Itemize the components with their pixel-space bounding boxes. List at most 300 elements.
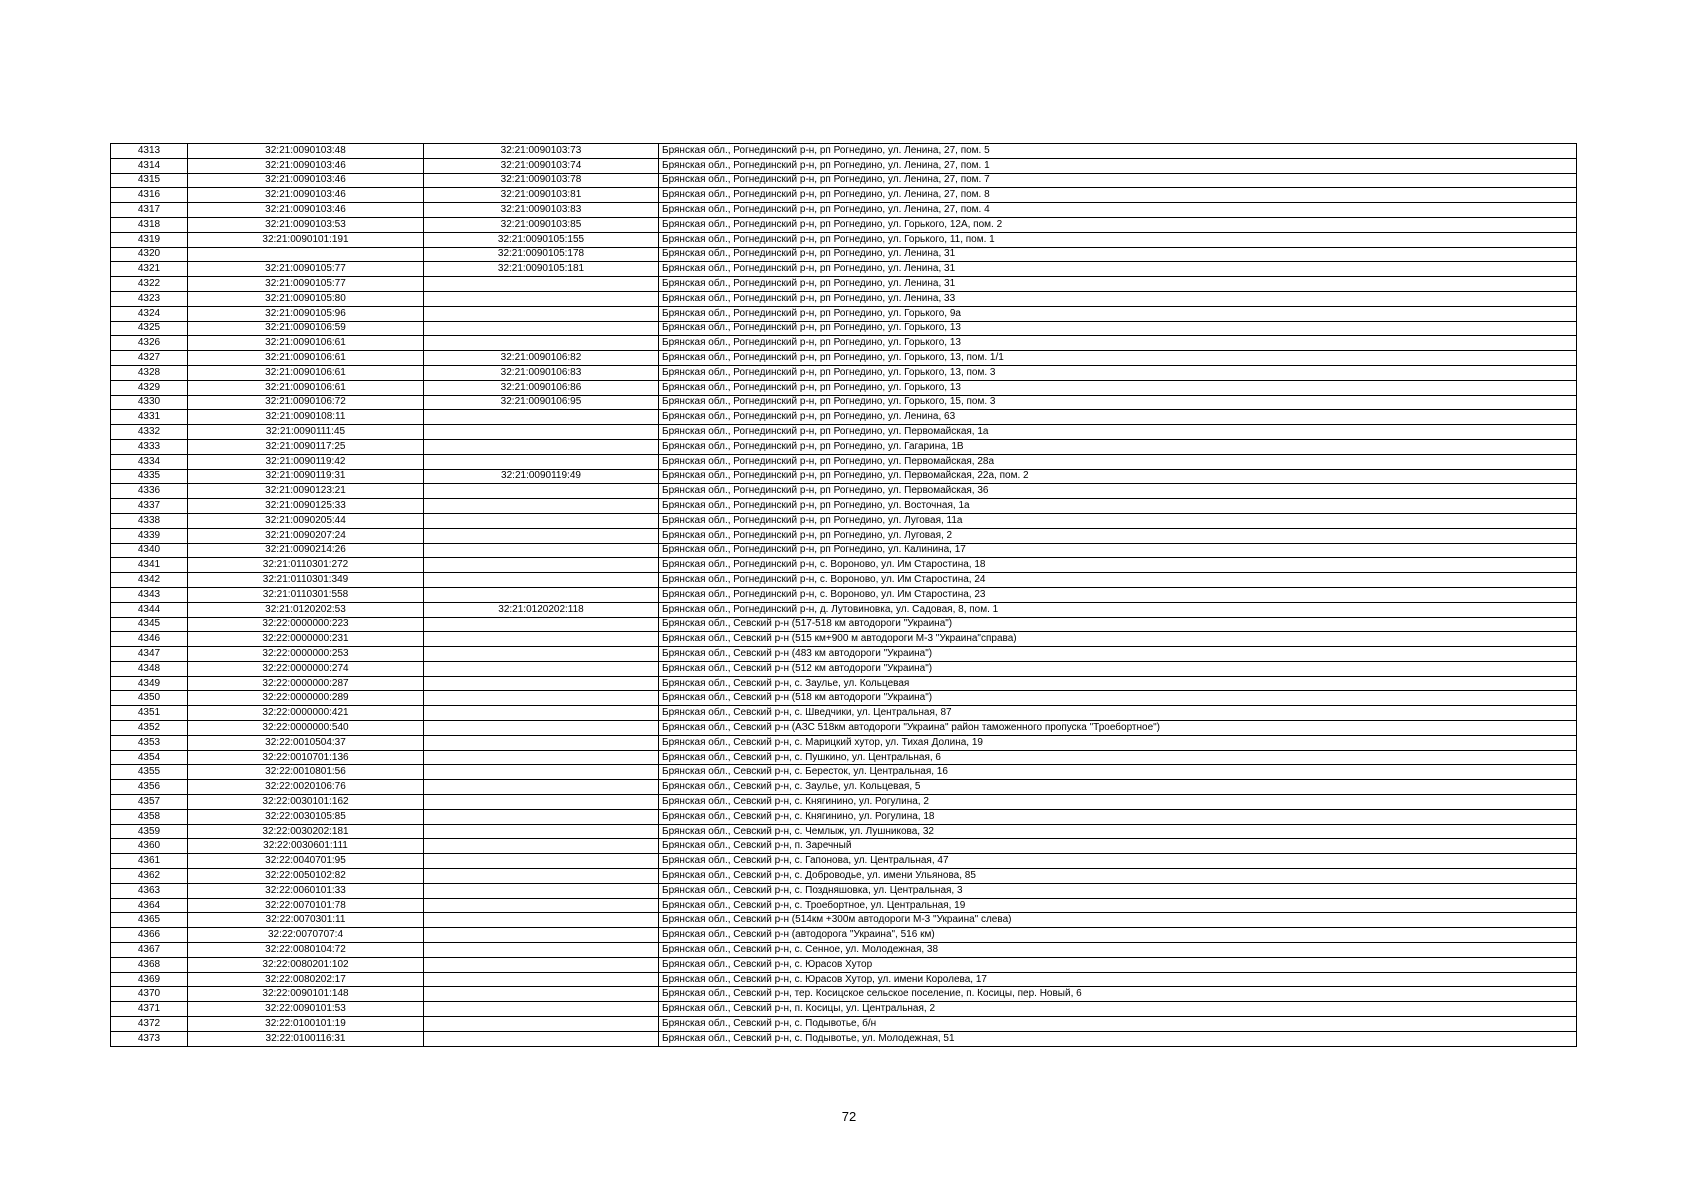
cadastral-number-cell: 32:22:0020106:76 bbox=[188, 780, 424, 795]
row-number-cell: 4340 bbox=[111, 543, 188, 558]
cadastral-number-cell: 32:22:0030101:162 bbox=[188, 795, 424, 810]
cadastral-number-cell: 32:22:0000000:289 bbox=[188, 691, 424, 706]
address-cell: Брянская обл., Севский р-н, с. Доброводье, ул. имени Ульянова, 85 bbox=[659, 869, 1577, 884]
related-cadastral-number-cell bbox=[424, 632, 659, 647]
table-row bbox=[111, 735, 1577, 750]
related-cadastral-number-cell bbox=[424, 706, 659, 721]
related-cadastral-number-cell bbox=[424, 484, 659, 499]
related-cadastral-number-cell bbox=[424, 928, 659, 943]
address-cell: Брянская обл., Рогнединский р-н, с. Вороново, ул. Им Старостина, 24 bbox=[659, 573, 1577, 588]
address-cell: Брянская обл., Севский р-н, с. Княгинино, ул. Рогулина, 18 bbox=[659, 809, 1577, 824]
cadastral-number-cell: 32:22:0000000:231 bbox=[188, 632, 424, 647]
table-row bbox=[111, 824, 1577, 839]
related-cadastral-number-cell bbox=[424, 528, 659, 543]
related-cadastral-number-cell bbox=[424, 795, 659, 810]
address-cell: Брянская обл., Севский р-н (517-518 км автодороги "Украина") bbox=[659, 617, 1577, 632]
related-cadastral-number-cell bbox=[424, 883, 659, 898]
cadastral-number-cell: 32:21:0090105:77 bbox=[188, 277, 424, 292]
address-cell: Брянская обл., Рогнединский р-н, рп Рогнедино, ул. Луговая, 11а bbox=[659, 513, 1577, 528]
related-cadastral-number-cell bbox=[424, 750, 659, 765]
cadastral-number-cell: 32:22:0010801:56 bbox=[188, 765, 424, 780]
row-number-cell: 4318 bbox=[111, 217, 188, 232]
row-number-cell: 4344 bbox=[111, 602, 188, 617]
address-cell: Брянская обл., Рогнединский р-н, рп Рогнедино, ул. Горького, 13 bbox=[659, 336, 1577, 351]
related-cadastral-number-cell: 32:21:0090103:73 bbox=[424, 144, 659, 159]
table-row bbox=[111, 676, 1577, 691]
related-cadastral-number-cell bbox=[424, 425, 659, 440]
related-cadastral-number-cell bbox=[424, 676, 659, 691]
address-cell: Брянская обл., Рогнединский р-н, рп Рогнедино, ул. Горького, 12А, пом. 2 bbox=[659, 217, 1577, 232]
table-row bbox=[111, 336, 1577, 351]
cadastral-number-cell: 32:21:0120202:53 bbox=[188, 602, 424, 617]
table-row bbox=[111, 602, 1577, 617]
address-cell: Брянская обл., Рогнединский р-н, рп Рогнедино, ул. Первомайская, 28а bbox=[659, 454, 1577, 469]
cadastral-number-cell: 32:21:0090205:44 bbox=[188, 513, 424, 528]
table-row bbox=[111, 351, 1577, 366]
address-cell: Брянская обл., Рогнединский р-н, рп Рогнедино, ул. Ленина, 33 bbox=[659, 291, 1577, 306]
table-row bbox=[111, 410, 1577, 425]
table-row bbox=[111, 780, 1577, 795]
table-row bbox=[111, 661, 1577, 676]
records-table-body bbox=[111, 144, 1577, 1047]
row-number-cell: 4319 bbox=[111, 232, 188, 247]
table-row bbox=[111, 913, 1577, 928]
address-cell: Брянская обл., Рогнединский р-н, рп Рогнедино, ул. Луговая, 2 bbox=[659, 528, 1577, 543]
cadastral-number-cell: 32:22:0060101:33 bbox=[188, 883, 424, 898]
address-cell: Брянская обл., Рогнединский р-н, рп Рогнедино, ул. Горького, 11, пом. 1 bbox=[659, 232, 1577, 247]
row-number-cell: 4339 bbox=[111, 528, 188, 543]
table-row bbox=[111, 380, 1577, 395]
row-number-cell: 4364 bbox=[111, 898, 188, 913]
address-cell: Брянская обл., Севский р-н, с. Заулье, ул. Кольцевая, 5 bbox=[659, 780, 1577, 795]
address-cell: Брянская обл., Рогнединский р-н, рп Рогнедино, ул. Первомайская, 1а bbox=[659, 425, 1577, 440]
address-cell: Брянская обл., Рогнединский р-н, рп Рогнедино, ул. Ленина, 27, пом. 4 bbox=[659, 203, 1577, 218]
row-number-cell: 4356 bbox=[111, 780, 188, 795]
row-number-cell: 4362 bbox=[111, 869, 188, 884]
row-number-cell: 4373 bbox=[111, 1031, 188, 1046]
table-row bbox=[111, 691, 1577, 706]
table-row bbox=[111, 173, 1577, 188]
address-cell: Брянская обл., Рогнединский р-н, рп Рогнедино, ул. Гагарина, 1В bbox=[659, 439, 1577, 454]
row-number-cell: 4346 bbox=[111, 632, 188, 647]
related-cadastral-number-cell bbox=[424, 336, 659, 351]
related-cadastral-number-cell bbox=[424, 735, 659, 750]
cadastral-number-cell: 32:21:0090117:25 bbox=[188, 439, 424, 454]
table-row bbox=[111, 928, 1577, 943]
cadastral-number-cell: 32:21:0090123:21 bbox=[188, 484, 424, 499]
related-cadastral-number-cell bbox=[424, 499, 659, 514]
related-cadastral-number-cell: 32:21:0090103:78 bbox=[424, 173, 659, 188]
related-cadastral-number-cell bbox=[424, 543, 659, 558]
related-cadastral-number-cell bbox=[424, 647, 659, 662]
cadastral-number-cell: 32:21:0090106:61 bbox=[188, 336, 424, 351]
address-cell: Брянская обл., Севский р-н, с. Пушкино, ул. Центральная, 6 bbox=[659, 750, 1577, 765]
related-cadastral-number-cell: 32:21:0090106:82 bbox=[424, 351, 659, 366]
table-row bbox=[111, 306, 1577, 321]
table-row bbox=[111, 957, 1577, 972]
table-row bbox=[111, 587, 1577, 602]
related-cadastral-number-cell bbox=[424, 972, 659, 987]
table-row bbox=[111, 869, 1577, 884]
table-row bbox=[111, 632, 1577, 647]
row-number-cell: 4358 bbox=[111, 809, 188, 824]
cadastral-number-cell: 32:22:0000000:274 bbox=[188, 661, 424, 676]
address-cell: Брянская обл., Рогнединский р-н, рп Рогнедино, ул. Ленина, 27, пом. 7 bbox=[659, 173, 1577, 188]
table-row bbox=[111, 647, 1577, 662]
cadastral-number-cell: 32:21:0090106:61 bbox=[188, 380, 424, 395]
cadastral-number-cell: 32:21:0090103:46 bbox=[188, 203, 424, 218]
row-number-cell: 4326 bbox=[111, 336, 188, 351]
row-number-cell: 4355 bbox=[111, 765, 188, 780]
table-row bbox=[111, 765, 1577, 780]
address-cell: Брянская обл., Севский р-н, с. Сенное, ул. Молодежная, 38 bbox=[659, 943, 1577, 958]
table-row bbox=[111, 499, 1577, 514]
address-cell: Брянская обл., Рогнединский р-н, рп Рогнедино, ул. Первомайская, 22а, пом. 2 bbox=[659, 469, 1577, 484]
cadastral-number-cell: 32:21:0090103:46 bbox=[188, 158, 424, 173]
related-cadastral-number-cell bbox=[424, 558, 659, 573]
address-cell: Брянская обл., Севский р-н, с. Троебортное, ул. Центральная, 19 bbox=[659, 898, 1577, 913]
table-row bbox=[111, 469, 1577, 484]
table-row bbox=[111, 247, 1577, 262]
address-cell: Брянская обл., Севский р-н (512 км автодороги "Украина") bbox=[659, 661, 1577, 676]
table-row bbox=[111, 898, 1577, 913]
related-cadastral-number-cell bbox=[424, 1017, 659, 1032]
cadastral-number-cell: 32:21:0090125:33 bbox=[188, 499, 424, 514]
row-number-cell: 4333 bbox=[111, 439, 188, 454]
row-number-cell: 4365 bbox=[111, 913, 188, 928]
related-cadastral-number-cell bbox=[424, 291, 659, 306]
related-cadastral-number-cell bbox=[424, 913, 659, 928]
cadastral-number-cell: 32:22:0030105:85 bbox=[188, 809, 424, 824]
related-cadastral-number-cell: 32:21:0120202:118 bbox=[424, 602, 659, 617]
table-row bbox=[111, 454, 1577, 469]
table-row bbox=[111, 706, 1577, 721]
related-cadastral-number-cell bbox=[424, 587, 659, 602]
related-cadastral-number-cell: 32:21:0090106:86 bbox=[424, 380, 659, 395]
address-cell: Брянская обл., Севский р-н, с. Бересток, ул. Центральная, 16 bbox=[659, 765, 1577, 780]
table-row bbox=[111, 573, 1577, 588]
related-cadastral-number-cell bbox=[424, 1002, 659, 1017]
cadastral-number-cell: 32:21:0090119:42 bbox=[188, 454, 424, 469]
table-row bbox=[111, 425, 1577, 440]
row-number-cell: 4338 bbox=[111, 513, 188, 528]
row-number-cell: 4370 bbox=[111, 987, 188, 1002]
cadastral-number-cell: 32:21:0090106:61 bbox=[188, 365, 424, 380]
cadastral-number-cell: 32:21:0090108:11 bbox=[188, 410, 424, 425]
related-cadastral-number-cell bbox=[424, 410, 659, 425]
table-row bbox=[111, 839, 1577, 854]
table-row bbox=[111, 217, 1577, 232]
row-number-cell: 4342 bbox=[111, 573, 188, 588]
table-row bbox=[111, 232, 1577, 247]
table-row bbox=[111, 972, 1577, 987]
cadastral-number-cell bbox=[188, 247, 424, 262]
address-cell: Брянская обл., Рогнединский р-н, рп Рогнедино, ул. Горького, 13, пом. 1/1 bbox=[659, 351, 1577, 366]
table-row bbox=[111, 721, 1577, 736]
row-number-cell: 4368 bbox=[111, 957, 188, 972]
cadastral-number-cell: 32:21:0090214:26 bbox=[188, 543, 424, 558]
cadastral-number-cell: 32:22:0080202:17 bbox=[188, 972, 424, 987]
cadastral-number-cell: 32:22:0000000:540 bbox=[188, 721, 424, 736]
row-number-cell: 4350 bbox=[111, 691, 188, 706]
cadastral-number-cell: 32:22:0030601:111 bbox=[188, 839, 424, 854]
cadastral-number-cell: 32:21:0090106:72 bbox=[188, 395, 424, 410]
address-cell: Брянская обл., Севский р-н, с. Княгинино, ул. Рогулина, 2 bbox=[659, 795, 1577, 810]
row-number-cell: 4317 bbox=[111, 203, 188, 218]
table-row bbox=[111, 144, 1577, 159]
related-cadastral-number-cell bbox=[424, 573, 659, 588]
row-number-cell: 4328 bbox=[111, 365, 188, 380]
address-cell: Брянская обл., Севский р-н (автодорога "Украина", 516 км) bbox=[659, 928, 1577, 943]
cadastral-number-cell: 32:22:0070101:78 bbox=[188, 898, 424, 913]
cadastral-number-cell: 32:21:0090106:61 bbox=[188, 351, 424, 366]
row-number-cell: 4337 bbox=[111, 499, 188, 514]
cadastral-number-cell: 32:21:0090106:59 bbox=[188, 321, 424, 336]
address-cell: Брянская обл., Севский р-н, с. Поздняшовка, ул. Центральная, 3 bbox=[659, 883, 1577, 898]
page-number: 72 bbox=[841, 1109, 857, 1124]
cadastral-number-cell: 32:22:0040701:95 bbox=[188, 854, 424, 869]
row-number-cell: 4372 bbox=[111, 1017, 188, 1032]
cadastral-number-cell: 32:22:0090101:53 bbox=[188, 1002, 424, 1017]
table-row bbox=[111, 809, 1577, 824]
table-row bbox=[111, 854, 1577, 869]
address-cell: Брянская обл., Севский р-н, с. Чемлыж, ул. Лушникова, 32 bbox=[659, 824, 1577, 839]
row-number-cell: 4329 bbox=[111, 380, 188, 395]
cadastral-number-cell: 32:21:0110301:272 bbox=[188, 558, 424, 573]
address-cell: Брянская обл., Севский р-н (514км +300м автодороги М-3 "Украина" слева) bbox=[659, 913, 1577, 928]
table-row bbox=[111, 484, 1577, 499]
row-number-cell: 4341 bbox=[111, 558, 188, 573]
table-row bbox=[111, 188, 1577, 203]
table-row bbox=[111, 987, 1577, 1002]
cadastral-number-cell: 32:22:0000000:253 bbox=[188, 647, 424, 662]
row-number-cell: 4315 bbox=[111, 173, 188, 188]
related-cadastral-number-cell bbox=[424, 439, 659, 454]
cadastral-number-cell: 32:21:0110301:349 bbox=[188, 573, 424, 588]
table-row bbox=[111, 291, 1577, 306]
row-number-cell: 4336 bbox=[111, 484, 188, 499]
row-number-cell: 4323 bbox=[111, 291, 188, 306]
cadastral-number-cell: 32:21:0090101:191 bbox=[188, 232, 424, 247]
address-cell: Брянская обл., Рогнединский р-н, рп Рогнедино, ул. Горького, 13, пом. 3 bbox=[659, 365, 1577, 380]
address-cell: Брянская обл., Рогнединский р-н, рп Рогнедино, ул. Ленина, 27, пом. 8 bbox=[659, 188, 1577, 203]
row-number-cell: 4348 bbox=[111, 661, 188, 676]
address-cell: Брянская обл., Севский р-н, с. Гапонова, ул. Центральная, 47 bbox=[659, 854, 1577, 869]
row-number-cell: 4321 bbox=[111, 262, 188, 277]
row-number-cell: 4371 bbox=[111, 1002, 188, 1017]
row-number-cell: 4343 bbox=[111, 587, 188, 602]
address-cell: Брянская обл., Рогнединский р-н, рп Рогнедино, ул. Ленина, 27, пом. 5 bbox=[659, 144, 1577, 159]
records-table bbox=[110, 143, 1577, 1047]
cadastral-number-cell: 32:22:0000000:421 bbox=[188, 706, 424, 721]
cadastral-number-cell: 32:22:0070301:11 bbox=[188, 913, 424, 928]
cadastral-number-cell: 32:22:0030202:181 bbox=[188, 824, 424, 839]
cadastral-number-cell: 32:21:0090105:80 bbox=[188, 291, 424, 306]
related-cadastral-number-cell bbox=[424, 691, 659, 706]
row-number-cell: 4330 bbox=[111, 395, 188, 410]
address-cell: Брянская обл., Севский р-н, с. Заулье, ул. Кольцевая bbox=[659, 676, 1577, 691]
cadastral-number-cell: 32:22:0050102:82 bbox=[188, 869, 424, 884]
row-number-cell: 4352 bbox=[111, 721, 188, 736]
cadastral-number-cell: 32:22:0100116:31 bbox=[188, 1031, 424, 1046]
cadastral-number-cell: 32:21:0090103:46 bbox=[188, 173, 424, 188]
address-cell: Брянская обл., Рогнединский р-н, д. Лутовиновка, ул. Садовая, 8, пом. 1 bbox=[659, 602, 1577, 617]
row-number-cell: 4322 bbox=[111, 277, 188, 292]
row-number-cell: 4366 bbox=[111, 928, 188, 943]
cadastral-number-cell: 32:22:0000000:287 bbox=[188, 676, 424, 691]
related-cadastral-number-cell bbox=[424, 809, 659, 824]
related-cadastral-number-cell bbox=[424, 721, 659, 736]
address-cell: Брянская обл., Севский р-н, с. Подывотье, б/н bbox=[659, 1017, 1577, 1032]
table-row bbox=[111, 943, 1577, 958]
related-cadastral-number-cell: 32:21:0090103:85 bbox=[424, 217, 659, 232]
cadastral-number-cell: 32:21:0110301:558 bbox=[188, 587, 424, 602]
related-cadastral-number-cell: 32:21:0090105:181 bbox=[424, 262, 659, 277]
related-cadastral-number-cell bbox=[424, 957, 659, 972]
related-cadastral-number-cell: 32:21:0090105:178 bbox=[424, 247, 659, 262]
table-row bbox=[111, 883, 1577, 898]
table-row bbox=[111, 365, 1577, 380]
row-number-cell: 4334 bbox=[111, 454, 188, 469]
row-number-cell: 4359 bbox=[111, 824, 188, 839]
related-cadastral-number-cell bbox=[424, 987, 659, 1002]
row-number-cell: 4360 bbox=[111, 839, 188, 854]
address-cell: Брянская обл., Севский р-н, тер. Косицское сельское поселение, п. Косицы, пер. Новый, 6 bbox=[659, 987, 1577, 1002]
address-cell: Брянская обл., Севский р-н, с. Шведчики, ул. Центральная, 87 bbox=[659, 706, 1577, 721]
cadastral-number-cell: 32:21:0090105:96 bbox=[188, 306, 424, 321]
row-number-cell: 4367 bbox=[111, 943, 188, 958]
address-cell: Брянская обл., Рогнединский р-н, рп Рогнедино, ул. Горького, 15, пом. 3 bbox=[659, 395, 1577, 410]
table-row bbox=[111, 795, 1577, 810]
related-cadastral-number-cell: 32:21:0090119:49 bbox=[424, 469, 659, 484]
address-cell: Брянская обл., Севский р-н (483 км автодороги "Украина") bbox=[659, 647, 1577, 662]
address-cell: Брянская обл., Севский р-н, с. Юрасов Хутор bbox=[659, 957, 1577, 972]
related-cadastral-number-cell bbox=[424, 617, 659, 632]
row-number-cell: 4351 bbox=[111, 706, 188, 721]
related-cadastral-number-cell: 32:21:0090106:83 bbox=[424, 365, 659, 380]
address-cell: Брянская обл., Севский р-н (515 км+900 м автодороги М-3 "Украина"справа) bbox=[659, 632, 1577, 647]
row-number-cell: 4316 bbox=[111, 188, 188, 203]
row-number-cell: 4361 bbox=[111, 854, 188, 869]
table-row bbox=[111, 543, 1577, 558]
cadastral-number-cell: 32:22:0080201:102 bbox=[188, 957, 424, 972]
address-cell: Брянская обл., Рогнединский р-н, с. Вороново, ул. Им Старостина, 18 bbox=[659, 558, 1577, 573]
address-cell: Брянская обл., Рогнединский р-н, рп Рогнедино, ул. Горького, 13 bbox=[659, 380, 1577, 395]
address-cell: Брянская обл., Рогнединский р-н, рп Рогнедино, ул. Калинина, 17 bbox=[659, 543, 1577, 558]
row-number-cell: 4354 bbox=[111, 750, 188, 765]
address-cell: Брянская обл., Рогнединский р-н, рп Рогнедино, ул. Горького, 9а bbox=[659, 306, 1577, 321]
address-cell: Брянская обл., Рогнединский р-н, рп Рогнедино, ул. Ленина, 31 bbox=[659, 262, 1577, 277]
related-cadastral-number-cell bbox=[424, 1031, 659, 1046]
table-row bbox=[111, 617, 1577, 632]
table-row bbox=[111, 321, 1577, 336]
address-cell: Брянская обл., Севский р-н, п. Заречный bbox=[659, 839, 1577, 854]
related-cadastral-number-cell: 32:21:0090103:83 bbox=[424, 203, 659, 218]
related-cadastral-number-cell: 32:21:0090103:81 bbox=[424, 188, 659, 203]
related-cadastral-number-cell: 32:21:0090106:95 bbox=[424, 395, 659, 410]
related-cadastral-number-cell bbox=[424, 321, 659, 336]
row-number-cell: 4314 bbox=[111, 158, 188, 173]
cadastral-number-cell: 32:22:0070707:4 bbox=[188, 928, 424, 943]
row-number-cell: 4345 bbox=[111, 617, 188, 632]
table-row bbox=[111, 1017, 1577, 1032]
row-number-cell: 4331 bbox=[111, 410, 188, 425]
row-number-cell: 4347 bbox=[111, 647, 188, 662]
related-cadastral-number-cell bbox=[424, 898, 659, 913]
row-number-cell: 4363 bbox=[111, 883, 188, 898]
address-cell: Брянская обл., Севский р-н (518 км автодороги "Украина") bbox=[659, 691, 1577, 706]
address-cell: Брянская обл., Рогнединский р-н, рп Рогнедино, ул. Первомайская, 36 bbox=[659, 484, 1577, 499]
cadastral-number-cell: 32:22:0080104:72 bbox=[188, 943, 424, 958]
cadastral-number-cell: 32:22:0100101:19 bbox=[188, 1017, 424, 1032]
address-cell: Брянская обл., Севский р-н, п. Косицы, ул. Центральная, 2 bbox=[659, 1002, 1577, 1017]
cadastral-number-cell: 32:22:0010701:136 bbox=[188, 750, 424, 765]
related-cadastral-number-cell bbox=[424, 513, 659, 528]
row-number-cell: 4332 bbox=[111, 425, 188, 440]
address-cell: Брянская обл., Рогнединский р-н, с. Вороново, ул. Им Старостина, 23 bbox=[659, 587, 1577, 602]
cadastral-number-cell: 32:21:0090103:46 bbox=[188, 188, 424, 203]
table-row bbox=[111, 395, 1577, 410]
table-row bbox=[111, 1002, 1577, 1017]
table-row bbox=[111, 277, 1577, 292]
related-cadastral-number-cell bbox=[424, 854, 659, 869]
table-row bbox=[111, 1031, 1577, 1046]
address-cell: Брянская обл., Рогнединский р-н, рп Рогнедино, ул. Горького, 13 bbox=[659, 321, 1577, 336]
address-cell: Брянская обл., Рогнединский р-н, рп Рогнедино, ул. Ленина, 63 bbox=[659, 410, 1577, 425]
related-cadastral-number-cell: 32:21:0090105:155 bbox=[424, 232, 659, 247]
row-number-cell: 4324 bbox=[111, 306, 188, 321]
address-cell: Брянская обл., Рогнединский р-н, рп Рогнедино, ул. Ленина, 31 bbox=[659, 277, 1577, 292]
cadastral-number-cell: 32:22:0000000:223 bbox=[188, 617, 424, 632]
related-cadastral-number-cell bbox=[424, 661, 659, 676]
cadastral-number-cell: 32:22:0090101:148 bbox=[188, 987, 424, 1002]
cadastral-number-cell: 32:21:0090103:53 bbox=[188, 217, 424, 232]
row-number-cell: 4327 bbox=[111, 351, 188, 366]
related-cadastral-number-cell bbox=[424, 277, 659, 292]
row-number-cell: 4369 bbox=[111, 972, 188, 987]
address-cell: Брянская обл., Рогнединский р-н, рп Рогнедино, ул. Ленина, 31 bbox=[659, 247, 1577, 262]
row-number-cell: 4335 bbox=[111, 469, 188, 484]
table-row bbox=[111, 262, 1577, 277]
address-cell: Брянская обл., Севский р-н, с. Марицкий хутор, ул. Тихая Долина, 19 bbox=[659, 735, 1577, 750]
row-number-cell: 4357 bbox=[111, 795, 188, 810]
cadastral-number-cell: 32:21:0090103:48 bbox=[188, 144, 424, 159]
related-cadastral-number-cell bbox=[424, 780, 659, 795]
cadastral-number-cell: 32:21:0090111:45 bbox=[188, 425, 424, 440]
related-cadastral-number-cell bbox=[424, 306, 659, 321]
address-cell: Брянская обл., Севский р-н, с. Подывотье, ул. Молодежная, 51 bbox=[659, 1031, 1577, 1046]
related-cadastral-number-cell bbox=[424, 839, 659, 854]
table-row bbox=[111, 513, 1577, 528]
address-cell: Брянская обл., Рогнединский р-н, рп Рогнедино, ул. Ленина, 27, пом. 1 bbox=[659, 158, 1577, 173]
row-number-cell: 4325 bbox=[111, 321, 188, 336]
row-number-cell: 4353 bbox=[111, 735, 188, 750]
row-number-cell: 4349 bbox=[111, 676, 188, 691]
row-number-cell: 4320 bbox=[111, 247, 188, 262]
address-cell: Брянская обл., Севский р-н (АЗС 518км автодороги "Украина" район таможенного пропуска "Троебортное") bbox=[659, 721, 1577, 736]
cadastral-number-cell: 32:21:0090105:77 bbox=[188, 262, 424, 277]
row-number-cell: 4313 bbox=[111, 144, 188, 159]
table-row bbox=[111, 750, 1577, 765]
table-row bbox=[111, 158, 1577, 173]
related-cadastral-number-cell bbox=[424, 869, 659, 884]
related-cadastral-number-cell bbox=[424, 943, 659, 958]
cadastral-number-cell: 32:21:0090207:24 bbox=[188, 528, 424, 543]
related-cadastral-number-cell: 32:21:0090103:74 bbox=[424, 158, 659, 173]
cadastral-number-cell: 32:21:0090119:31 bbox=[188, 469, 424, 484]
related-cadastral-number-cell bbox=[424, 765, 659, 780]
table-row bbox=[111, 558, 1577, 573]
